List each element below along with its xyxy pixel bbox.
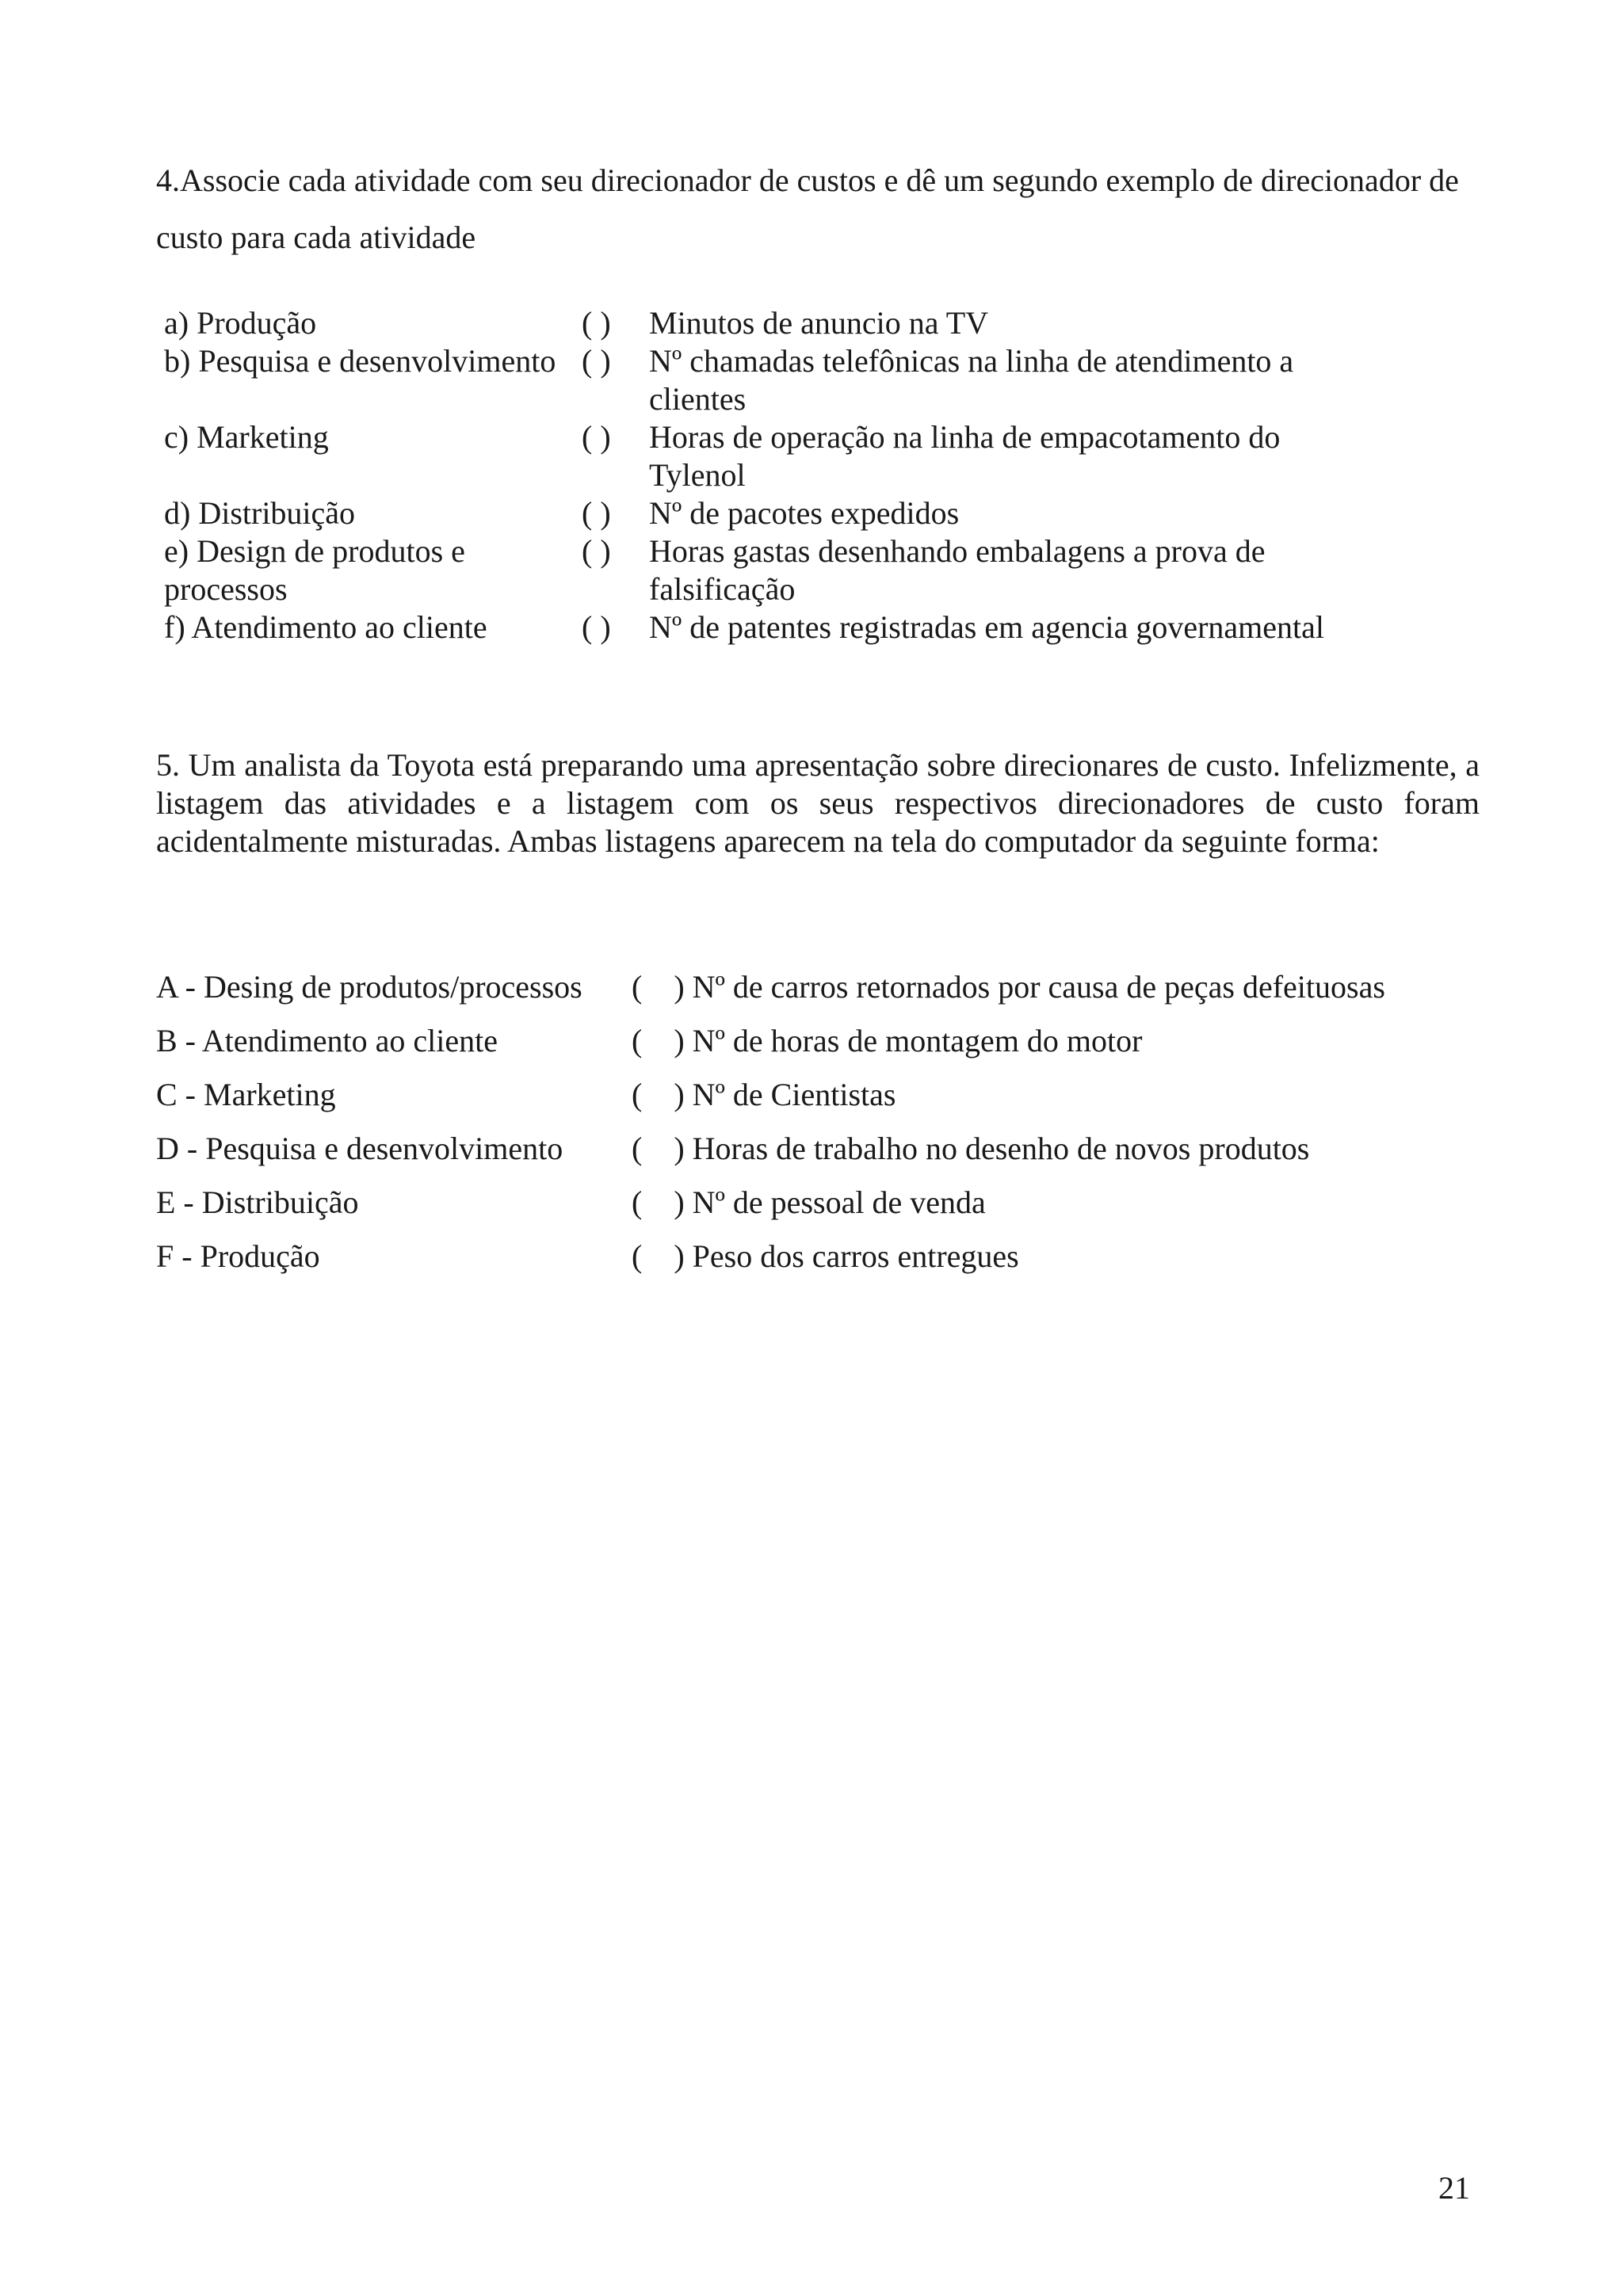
answer-blank: ( ) [632, 1184, 685, 1220]
question-5-matching-table [156, 968, 1424, 1291]
cost-driver-cell: Horas de operação na linha de empacotamento do Tylenol [649, 419, 1281, 493]
driver-cell [632, 968, 1424, 1022]
page-number: 21 [1438, 2170, 1470, 2206]
activity-cell: A - Desing de produtos/processos [156, 969, 582, 1005]
activity-cell: a) Produção [164, 305, 317, 341]
table-row [156, 1130, 1424, 1184]
cost-driver-text: Peso dos carros entregues [692, 1238, 1019, 1274]
answer-blank: ( ) [632, 969, 685, 1005]
driver-cell [632, 1184, 1424, 1238]
question-4-matching-table [164, 304, 1362, 646]
answer-blank: ( ) [582, 419, 611, 455]
activity-cell: D - Pesquisa e desenvolvimento [156, 1131, 563, 1166]
activity-cell: F - Produção [156, 1238, 320, 1274]
question-5-intro: 5. Um analista da Toyota está preparando uma apresentação sobre direcionares de custo. Infelizmente, a listagem das atividades e a listagem com os seus respectivos direcionadores de custo foram acidentalmente misturadas. Ambas listagens aparecem na tela do computador da seguinte forma: [156, 747, 1480, 859]
table-row [164, 494, 1362, 532]
table-row [164, 418, 1362, 494]
cost-driver-text: Nº de pessoal de venda [692, 1184, 986, 1220]
driver-cell [632, 1130, 1424, 1184]
table-row [164, 342, 1362, 418]
table-row [164, 304, 1362, 342]
driver-cell [632, 1076, 1424, 1130]
answer-blank: ( ) [632, 1131, 685, 1166]
cost-driver-cell: Nº chamadas telefônicas na linha de atendimento a clientes [649, 343, 1294, 417]
answer-blank: ( ) [632, 1023, 685, 1058]
activity-cell: e) Design de produtos e processos [164, 533, 465, 607]
cost-driver-cell: Minutos de anuncio na TV [649, 305, 989, 341]
answer-blank: ( ) [582, 495, 611, 531]
answer-blank: ( ) [632, 1238, 685, 1274]
driver-cell [632, 1022, 1424, 1076]
table-row [156, 1022, 1424, 1076]
activity-cell: E - Distribuição [156, 1184, 359, 1220]
activity-cell: f) Atendimento ao cliente [164, 609, 487, 645]
question-4-intro: 4.Associe cada atividade com seu direcionador de custos e dê um segundo exemplo de direcionador de custo para cada atividade [156, 162, 1459, 255]
cost-driver-cell: Nº de pacotes expedidos [649, 495, 960, 531]
table-row [164, 608, 1362, 646]
answer-blank: ( ) [582, 343, 611, 379]
cost-driver-text: Nº de Cientistas [692, 1077, 896, 1112]
table-row [164, 532, 1362, 608]
cost-driver-text: Nº de horas de montagem do motor [692, 1023, 1143, 1058]
cost-driver-text: Horas de trabalho no desenho de novos produtos [692, 1131, 1310, 1166]
driver-cell [632, 1238, 1424, 1291]
answer-blank: ( ) [582, 533, 611, 569]
answer-blank: ( ) [582, 305, 611, 341]
cost-driver-cell: Horas gastas desenhando embalagens a prova de falsificação [649, 533, 1266, 607]
activity-cell: B - Atendimento ao cliente [156, 1023, 498, 1058]
table-row [156, 1238, 1424, 1291]
activity-cell: C - Marketing [156, 1077, 336, 1112]
cost-driver-text: Nº de carros retornados por causa de peças defeituosas [692, 969, 1385, 1005]
activity-cell: b) Pesquisa e desenvolvimento [164, 343, 556, 379]
table-row [156, 968, 1424, 1022]
activity-cell: c) Marketing [164, 419, 329, 455]
activity-cell: d) Distribuição [164, 495, 356, 531]
answer-blank: ( ) [632, 1077, 685, 1112]
cost-driver-cell: Nº de patentes registradas em agencia governamental [649, 609, 1325, 645]
table-row [156, 1184, 1424, 1238]
table-row [156, 1076, 1424, 1130]
answer-blank: ( ) [582, 609, 611, 645]
